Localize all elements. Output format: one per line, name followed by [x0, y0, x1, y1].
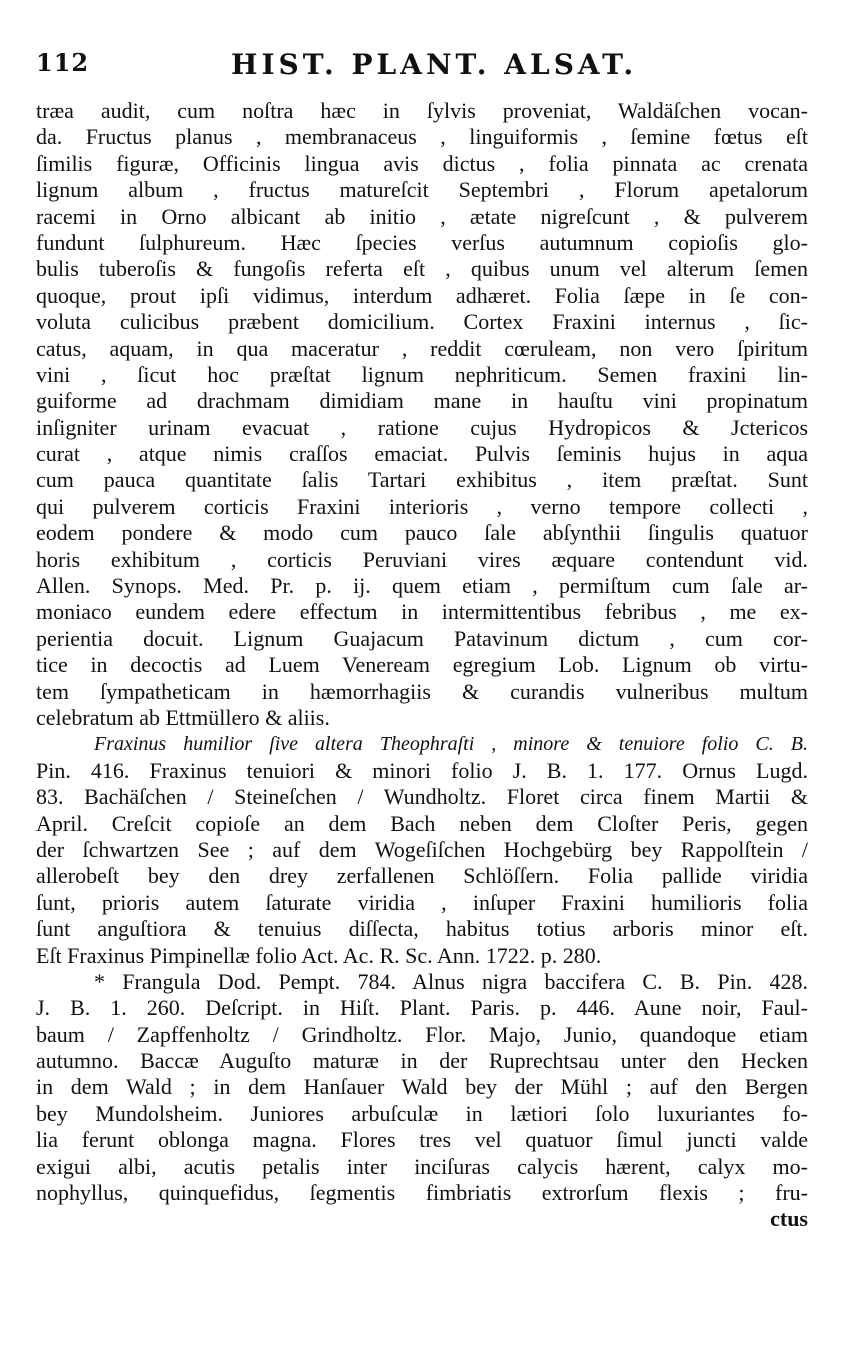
text-line: bulis tuberoſis & fungoſis referta eſt , quibus unum vel alterum ſemen [36, 256, 808, 282]
text-line: racemi in Orno albicant ab initio , ætate nigreſcunt , & pulverem [36, 203, 808, 229]
page-number: 112 [36, 48, 90, 77]
text-line: tem ſympatheticam in hæmorrhagiis & curandis vulneribus multum [36, 678, 808, 704]
text-line: ſimilis figuræ, Officinis lingua avis dictus , folia pinnata ac crenata [36, 150, 808, 176]
text-line: J. B. 1. 260. Deſcript. in Hiſt. Plant. Paris. p. 446. Aune noir, Faul- [36, 995, 808, 1021]
entry-heading-line: * Frangula Dod. Pempt. 784. Alnus nigra baccifera C. B. Pin. 428. [94, 968, 808, 994]
text-line: voluta culicibus præbent domicilium. Cortex Fraxini internus , ſic- [36, 309, 808, 335]
text-line: quoque, prout ipſi vidimus, interdum adhæret. Folia ſæpe in ſe con- [36, 282, 808, 308]
entry-heading-line: Fraxinus humilior ſive altera Theophraſti , minore & tenuiore folio C. B. [94, 733, 808, 756]
text-line: eodem pondere & modo cum pauco ſale abſynthii ſingulis quatuor [36, 520, 808, 546]
text-line: da. Fructus planus , membranaceus , linguiformis , ſemine fœtus eſt [36, 124, 808, 150]
text-line: lignum album , fructus matureſcit Septembri , Florum apetalorum [36, 177, 808, 203]
text-line: der ſchwartzen See ; auf dem Wogeſiſchen Hochgebürg bey Rappolſtein / [36, 836, 808, 862]
text-line: guiforme ad drachmam dimidiam mane in hauſtu vini propinatum [36, 388, 808, 414]
text-line: bey Mundolsheim. Juniores arbuſculæ in lætiori ſolo luxuriantes fo- [36, 1100, 808, 1126]
text-line: vini , ſicut hoc præſtat lignum nephriticum. Semen fraxini lin- [36, 361, 808, 387]
text-line: April. Creſcit copioſe an dem Bach neben dem Cloſter Peris, gegen [36, 810, 808, 836]
text-line: curat , atque nimis craſſos emaciat. Pulvis ſeminis hujus in aqua [36, 441, 808, 467]
text-line: nophyllus, quinquefidus, ſegmentis fimbriatis extrorſum flexis ; fru- [36, 1180, 808, 1206]
text-line: træa audit, cum noſtra hæc in ſylvis proveniat, Waldäſchen vocan- [36, 98, 808, 123]
body-text [36, 98, 808, 1233]
text-line: exigui albi, acutis petalis inter inciſuras calycis hærent, calyx mo- [36, 1153, 808, 1179]
text-line: celebratum ab Ettmüllero & aliis. [36, 704, 330, 730]
text-line: baum / Zapffenholtz / Grindholtz. Flor. Majo, Junio, quandoque etiam [36, 1021, 808, 1047]
text-line: Allen. Synops. Med. Pr. p. ij. quem etiam , permiſtum cum ſale ar- [36, 573, 808, 599]
text-line: in dem Wald ; in dem Hanſauer Wald bey der Mühl ; auf den Bergen [36, 1074, 808, 1100]
text-line: catus, aquam, in qua maceratur , reddit cœruleam, non vero ſpiritum [36, 335, 808, 361]
text-line: ſunt, prioris autem ſaturate viridia , inſuper Fraxini humilioris folia [36, 889, 808, 915]
text-line: perientia docuit. Lignum Guajacum Patavinum dictum , cum cor- [36, 625, 808, 651]
text-line: fundunt ſulphureum. Hæc ſpecies verſus autumnum copioſis glo- [36, 229, 808, 255]
page-header [36, 48, 816, 88]
text-line: lia ferunt oblonga magna. Flores tres vel quatuor ſimul juncti valde [36, 1127, 808, 1153]
running-head: HIST. PLANT. ALSAT. [231, 48, 638, 81]
text-line: autumno. Baccæ Auguſto maturæ in der Ruprechtsau unter den Hecken [36, 1048, 808, 1074]
text-line: allerobeſt bey den drey zerfallenen Schlöſſern. Folia pallide viridia [36, 863, 808, 889]
text-line: moniaco eundem edere effectum in intermittentibus febribus , me ex- [36, 599, 808, 625]
text-line: tice in decoctis ad Luem Veneream egregium Lob. Lignum ob virtu- [36, 652, 808, 678]
text-line: Pin. 416. Fraxinus tenuiori & minori folio J. B. 1. 177. Ornus Lugd. [36, 757, 808, 783]
catchword: ctus [770, 1206, 808, 1232]
text-line: inſigniter urinam evacuat , ratione cujus Hydropicos & Jctericos [36, 414, 808, 440]
text-line: qui pulverem corticis Fraxini interioris , verno tempore collecti , [36, 493, 808, 519]
text-line: Eſt Fraxinus Pimpinellæ folio Act. Ac. R. Sc. Ann. 1722. p. 280. [36, 942, 602, 968]
text-line: cum pauca quantitate ſalis Tartari exhibitus , item præſtat. Sunt [36, 467, 808, 493]
text-line: 83. Bachäſchen / Steineſchen / Wundholtz. Floret circa finem Martii & [36, 784, 808, 810]
text-line: horis exhibitum , corticis Peruviani vires æquare contendunt vid. [36, 546, 808, 572]
text-line: ſunt anguſtiora & tenuius diſſecta, habitus totius arboris minor eſt. [36, 916, 808, 942]
